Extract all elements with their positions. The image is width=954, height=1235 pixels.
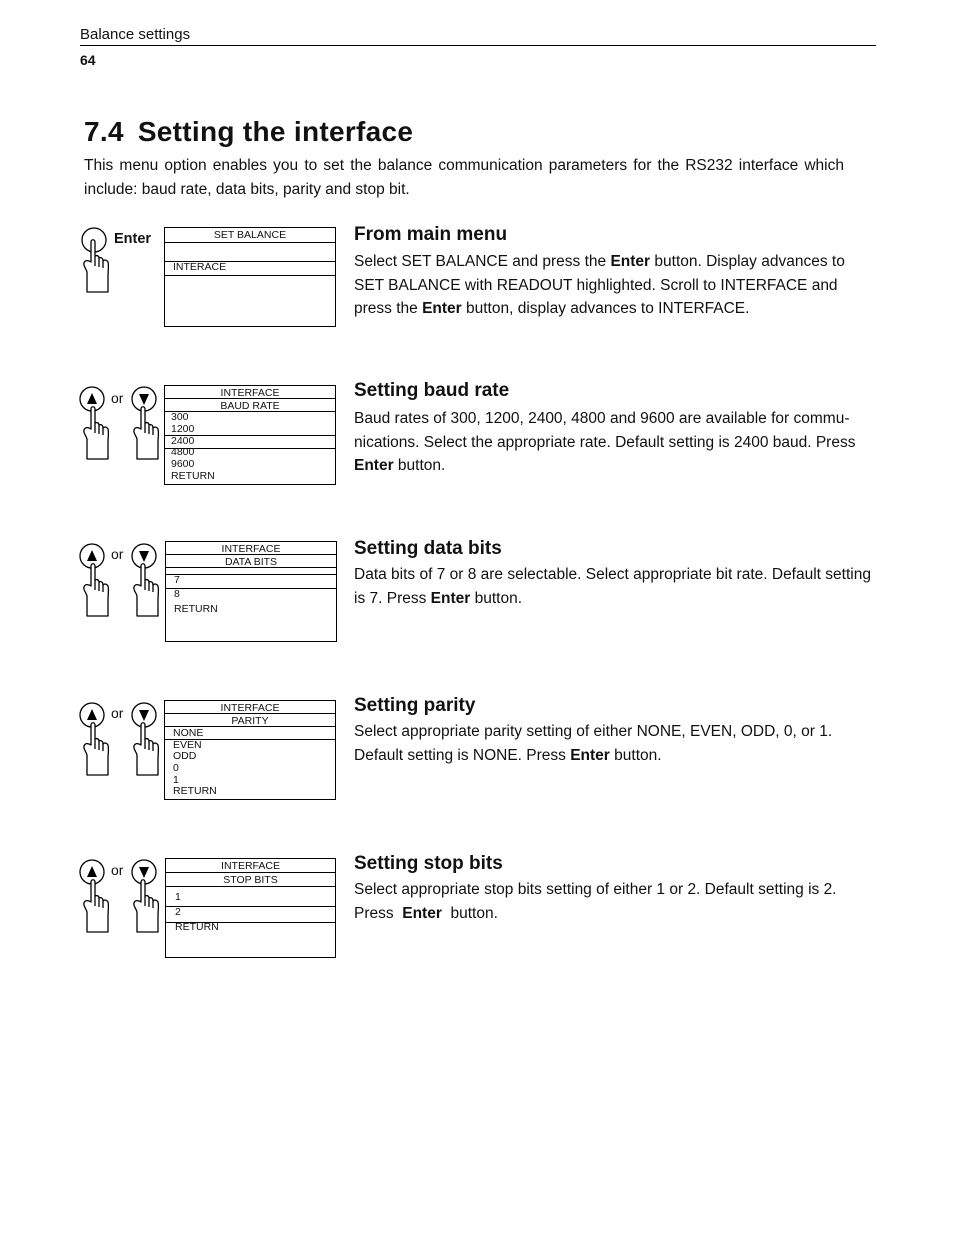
text-parity — [354, 720, 872, 767]
text-part: button. — [609, 746, 662, 764]
display-divider — [165, 398, 335, 399]
or-label: or — [111, 390, 124, 406]
display-item: RETURN — [175, 921, 219, 933]
display-title: INTERFACE — [220, 702, 280, 714]
enter-keyword: Enter — [354, 457, 394, 474]
display-subtitle: STOP BITS — [223, 874, 278, 886]
section-title: Setting the interface — [137, 116, 414, 147]
display-title: INTERFACE — [221, 860, 280, 872]
display-divider — [165, 411, 335, 412]
enter-keyword: Enter — [422, 300, 462, 317]
enter-keyword: Enter — [402, 904, 442, 922]
text-part: button. — [393, 457, 446, 474]
lcd-display-data-bits — [165, 541, 337, 642]
display-title: INTERFACE — [221, 543, 281, 555]
display-divider — [165, 242, 335, 243]
enter-key-label: Enter — [114, 231, 152, 247]
text-part: Select appropriate parity setting of either NONE, EVEN, ODD, 0, or 1. Default setting is NONE. Press — [354, 723, 833, 764]
heading-stop-bits: Setting stop bits — [354, 853, 503, 874]
lcd-display-parity — [164, 700, 336, 800]
enter-keyword: Enter — [610, 253, 651, 270]
text-baud-rate — [354, 407, 872, 478]
display-item: 2400 — [171, 435, 195, 447]
heading-parity: Setting parity — [354, 695, 476, 716]
display-subtitle: BAUD RATE — [220, 400, 280, 412]
display-title: SET BALANCE — [213, 229, 287, 241]
text-part: Data bits of 7 or 8 are selectable. Select appropriate bit rate. Default setting is 7. Press — [354, 566, 871, 607]
text-part: button, display advances to INTERFACE. — [461, 300, 750, 317]
page-header-label: Balance settings — [80, 26, 191, 43]
intro-paragraph: This menu option enables you to set the balance communication parameters for the RS232 interface which include: baud rate, data bits, parity and stop bit. — [84, 157, 844, 198]
or-label: or — [111, 705, 124, 721]
down-button-icon — [128, 699, 168, 779]
display-item: 300 — [171, 411, 189, 423]
display-item: 1 — [175, 891, 181, 903]
section-number: 7.4 — [84, 116, 124, 147]
display-item: 8 — [174, 588, 180, 600]
text-part: Baud rates of 300, 1200, 2400, 4800 and 9600 are available for commu-nications. Select the appropriate rate. Default setting is 2400 baud. Press — [354, 410, 856, 451]
down-button-icon — [128, 383, 168, 463]
text-part: button. — [441, 904, 498, 922]
display-item: 7 — [174, 574, 180, 586]
display-item: EVEN — [173, 739, 202, 751]
page-number: 64 — [80, 52, 96, 68]
display-item: ODD — [173, 750, 197, 762]
display-item: 0 — [173, 762, 179, 774]
display-subtitle: PARITY — [231, 715, 269, 727]
enter-keyword: Enter — [430, 589, 471, 607]
down-button-icon — [128, 540, 168, 620]
text-data-bits — [354, 563, 872, 610]
display-divider — [166, 567, 336, 568]
enter-button-icon — [78, 224, 118, 296]
display-item: 1 — [173, 774, 179, 786]
display-subtitle: DATA BITS — [224, 556, 278, 568]
text-part: button. Display advances to SET BALANCE with READOUT highlighted. Scroll to INTERFACE and press the — [354, 253, 845, 317]
display-item: 9600 — [171, 458, 195, 470]
display-item: NONE — [173, 727, 204, 739]
heading-from-main-menu: From main menu — [354, 224, 508, 245]
or-label: or — [111, 862, 124, 878]
display-highlight-box — [166, 574, 336, 589]
display-item: 1200 — [171, 423, 195, 435]
display-divider — [166, 886, 335, 887]
lcd-display-stop-bits — [165, 858, 336, 958]
page-title — [84, 116, 413, 148]
text-from-main-menu — [354, 250, 872, 321]
display-item: RETURN — [174, 603, 218, 615]
header-rule — [80, 45, 876, 46]
heading-data-bits: Setting data bits — [354, 538, 502, 559]
enter-keyword: Enter — [570, 746, 610, 764]
display-item: RETURN — [173, 785, 217, 797]
heading-baud-rate: Setting baud rate — [354, 380, 510, 401]
display-item: 4800 — [171, 446, 195, 458]
text-part: Select appropriate stop bits setting of either 1 or 2. Default setting is 2. Press — [354, 881, 841, 922]
display-title: INTERFACE — [220, 387, 280, 399]
down-button-icon — [128, 856, 168, 936]
text-part: Select SET BALANCE and press the — [354, 253, 611, 270]
lcd-display-main-menu — [164, 227, 336, 327]
text-stop-bits — [354, 878, 844, 925]
display-item: INTERACE — [173, 261, 227, 273]
display-item: 2 — [175, 906, 181, 918]
display-item: RETURN — [171, 470, 215, 482]
lcd-display-baud-rate — [164, 385, 336, 485]
or-label: or — [111, 546, 124, 562]
display-divider — [166, 872, 335, 873]
text-part: button. — [470, 589, 523, 607]
display-divider — [165, 713, 335, 714]
display-divider — [166, 554, 336, 555]
